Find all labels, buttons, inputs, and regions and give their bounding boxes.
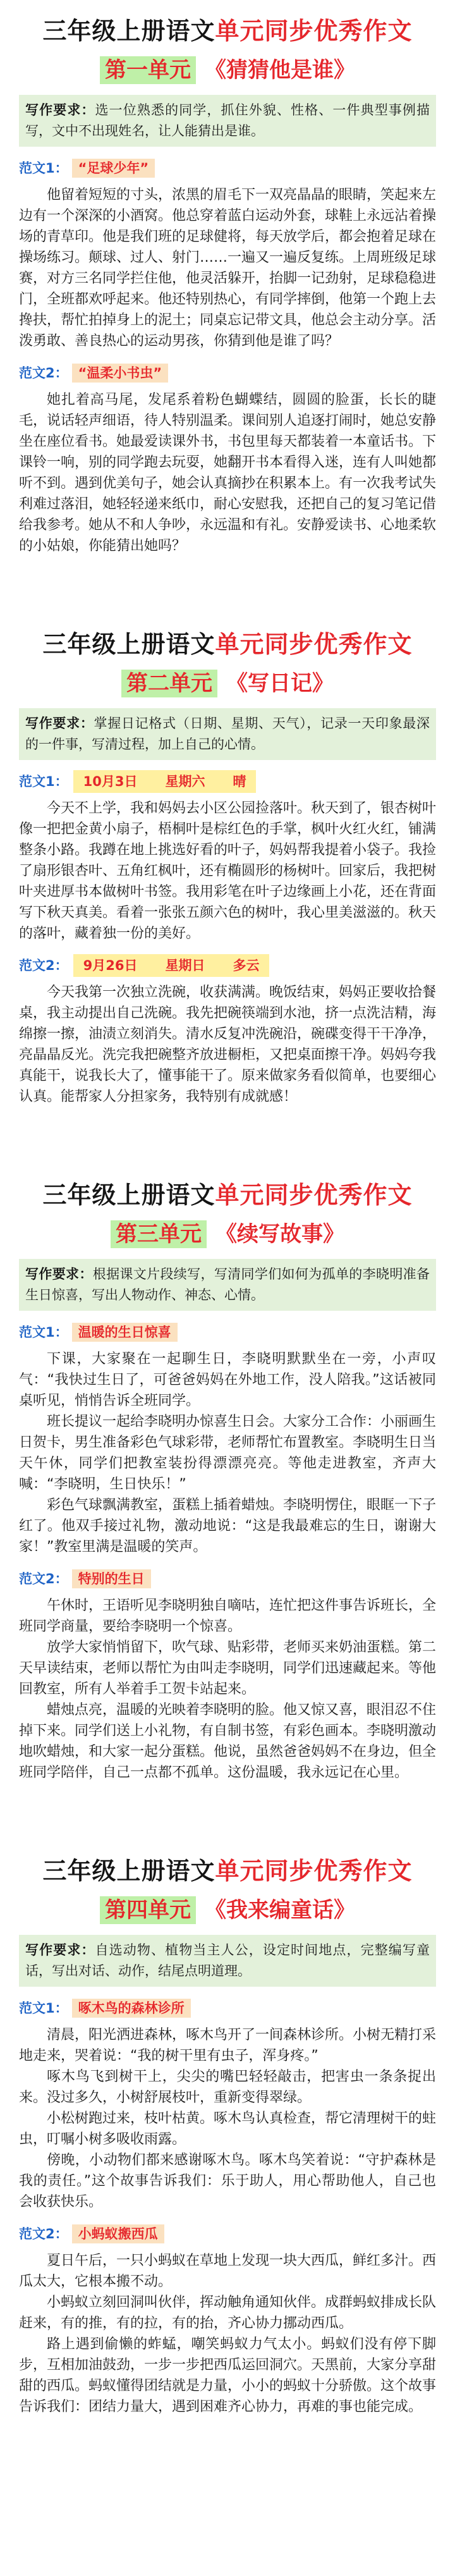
sample-essay-body [19, 798, 436, 944]
sample-essay-title: 特别的生日 [72, 1569, 151, 1588]
diary-weekday: 星期六 [165, 774, 205, 789]
title-grade-part: 三年级上册语文 [42, 17, 215, 45]
title-highlight-part: 单元同步优秀作文 [215, 1857, 413, 1885]
essay-paragraph: 放学大家悄悄留下，吹气球、贴彩带，老师买来奶油蛋糕。第二天早读结束，老师以帮忙为由叫走李晓明，同学们迅速藏起来。等他回教室，所有人举着手工贺卡站起来。 [19, 1640, 437, 1697]
unit-heading [19, 666, 436, 701]
title-highlight-part: 单元同步优秀作文 [215, 630, 413, 658]
essay-paragraph: 啄木鸟飞到树干上，尖尖的嘴巴轻轻敲击，把害虫一条条捉出来。没过多久，小树舒展枝叶，重新变得翠绿。 [19, 2069, 436, 2106]
unit-section-3 [0, 1164, 455, 1783]
writing-requirement [19, 95, 436, 147]
sample-essay-body [19, 1349, 436, 1557]
sample-essay-body [19, 389, 436, 556]
requirement-label: 写作要求： [25, 102, 95, 118]
unit-topic: 《写日记》 [226, 671, 334, 696]
sample-essay-heading [19, 1320, 436, 1345]
document-title [19, 627, 436, 661]
title-grade-part: 三年级上册语文 [42, 1857, 215, 1885]
title-highlight-part: 单元同步优秀作文 [215, 1181, 413, 1209]
sample-essay-title: “温柔小书虫” [72, 364, 169, 383]
sample-essay-label: 范文1： [19, 774, 68, 789]
sample-essay-body [19, 185, 436, 352]
writing-requirement [19, 1259, 436, 1311]
essay-paragraph: 今天不上学，我和妈妈去小区公园捡落叶。秋天到了，银杏树叶像一把把金黄小扇子，梧桐叶是棕红色的手掌，枫叶火红火红，铺满整条小路。我蹲在地上挑选好看的叶子，妈妈帮我提着小袋子。我捡了扇形银杏叶、五角红枫叶，还有椭圆形的杨树叶。回家后，我把树叶夹进厚书本做树叶书签。我用彩笔在叶子边缘画上小花，还在背面写下秋天真美。看着一张张五颜六色的树叶，我心里美滋滋的。秋天的落叶，藏着独一份的美好。 [19, 800, 437, 941]
sample-essay-body [19, 982, 436, 1107]
sample-essay-label: 范文1： [19, 2001, 68, 2016]
unit-heading [19, 53, 436, 87]
requirement-text: 根据课文片段续写，写清同学们如何为孤单的李晓明准备生日惊喜，写出人物动作、神态、心情。 [25, 1267, 430, 1303]
sample-essay-body [19, 2250, 436, 2417]
requirement-label: 写作要求： [25, 716, 94, 731]
sample-essay-title: 啄木鸟的森林诊所 [72, 1999, 191, 2018]
sample-essay-label: 范文2： [19, 1571, 68, 1586]
essay-paragraph: 午休时，王语听见李晓明独自嘀咕，连忙把这件事告诉班长，全班同学商量，要给李晓明一个惊喜。 [19, 1598, 437, 1635]
requirement-label: 写作要求： [25, 1267, 93, 1282]
essay-paragraph: 小松树跑过来，枝叶枯黄。啄木鸟认真检查，帮它清理树干的蛀虫，叮嘱小树多吸收雨露。 [19, 2111, 437, 2147]
sample-essay-heading [19, 1566, 436, 1592]
diary-date-line [73, 954, 270, 977]
document-title [19, 1178, 436, 1212]
essay-paragraph: 他留着短短的寸头，浓黑的眉毛下一双亮晶晶的眼睛，笑起来左边有一个深深的小酒窝。他总穿着蓝白运动外套，球鞋上永远沾着操场的青草印。他是我们班的足球健将，每天放学后，都会抱着足球在操场练习。颠球、过人、射门……一遍又一遍反复练。上周班级足球赛，对方三名同学拦住他，他灵活躲开，抬脚一记劲射，足球稳稳进门，全班都欢呼起来。他还特别热心，有同学摔倒，他第一个跑上去搀扶，帮忙拍掉身上的泥土；同桌忘记带文具，他总会主动分享。活泼勇敢、善良热心的运动男孩，你猜到他是谁了吗？ [19, 187, 437, 349]
essay-paragraph: 下课，大家聚在一起聊生日，李晓明默默坐在一旁，小声叹气：“我快过生日了，可爸爸妈妈在外地工作，没人陪我。”这话被同桌听见，悄悄告诉全班同学。 [19, 1351, 436, 1409]
diary-weekday: 星期日 [165, 958, 205, 973]
title-grade-part: 三年级上册语文 [42, 1181, 215, 1209]
requirement-text: 选一位熟悉的同学，抓住外貌、性格、一件典型事例描写，文中不出现姓名，让人能猜出是谁。 [25, 102, 430, 138]
essay-paragraph: 彩色气球飘满教室，蛋糕上插着蜡烛。李晓明愣住，眼眶一下子红了。他双手接过礼物，激动地说：“这是我最难忘的生日，谢谢大家！”教室里满是温暖的笑声。 [19, 1497, 437, 1555]
title-grade-part: 三年级上册语文 [42, 630, 215, 658]
unit-section-2 [0, 613, 455, 1107]
diary-weather: 晴 [233, 774, 246, 789]
unit-heading [19, 1217, 436, 1251]
requirement-text: 掌握日记格式（日期、星期、天气），记录一天印象最深的一件事，写清过程，加上自己的心情。 [25, 716, 430, 752]
sample-essay-title: “足球少年” [72, 159, 155, 178]
sample-essay-label: 范文2： [19, 2226, 68, 2242]
sample-essay-heading [19, 769, 436, 794]
document-title [19, 14, 436, 48]
sample-essay-heading [19, 156, 436, 181]
unit-section-4 [0, 1840, 455, 2417]
unit-section-1 [0, 0, 455, 556]
sample-essay-body [19, 2025, 436, 2212]
unit-heading [19, 1893, 436, 1927]
sample-essay-heading [19, 1996, 436, 2021]
essay-paragraph: 今天我第一次独立洗碗，收获满满。晚饭结束，妈妈正要收拾餐桌，我主动提出自己洗碗。我先把碗筷端到水池，挤一点洗洁精，海绵擦一擦，油渍立刻消失。清水反复冲洗碗沿，碗碟变得干干净净，亮晶晶反光。洗完我把碗整齐放进橱柜，又把桌面擦干净。妈妈夸我真能干，说我长大了，懂事能干了。原来做家务看似简单，也要细心认真。能帮家人分担家务，我特别有成就感！ [19, 984, 437, 1105]
requirement-label: 写作要求： [25, 1942, 95, 1958]
diary-weather: 多云 [233, 958, 260, 973]
essay-paragraph: 傍晚，小动物们都来感谢啄木鸟。啄木鸟笑着说：“守护森林是我的责任。”这个故事告诉我们：乐于助人，用心帮助他人，自己也会收获快乐。 [19, 2152, 436, 2210]
unit-number: 第四单元 [100, 1896, 196, 1924]
essay-paragraph: 路上遇到偷懒的蚱蜢，嘲笑蚂蚁力气太小。蚂蚁们没有停下脚步，互相加油鼓劲，一步一步把西瓜运回洞穴。天黑前，大家分享甜甜的西瓜。蚂蚁懂得团结就是力量，小小的蚂蚁十分骄傲。这个故事告诉我们：团结力量大，遇到困难齐心协力，再难的事也能完成。 [19, 2336, 437, 2415]
essay-paragraph: 班长提议一起给李晓明办惊喜生日会。大家分工合作：小丽画生日贺卡，男生准备彩色气球彩带，老师帮忙布置教室。李晓明生日当天午休，同学们把教室装扮得漂漂亮亮。等他走进教室，齐声大喊：“李晓明，生日快乐！” [19, 1414, 437, 1492]
essay-paragraph: 小蚂蚁立刻回洞叫伙伴，挥动触角通知伙伴。成群蚂蚁排成长队赶来，有的推，有的拉，有的抬，齐心协力挪动西瓜。 [19, 2295, 437, 2331]
title-highlight-part: 单元同步优秀作文 [215, 17, 413, 45]
unit-number: 第三单元 [111, 1220, 207, 1248]
unit-number: 第一单元 [100, 56, 196, 84]
diary-date-line [73, 770, 257, 793]
writing-requirement [19, 708, 436, 760]
unit-topic: 《续写故事》 [215, 1222, 344, 1247]
writing-requirement [19, 1935, 436, 1987]
essay-paragraph: 夏日午后，一只小蚂蚁在草地上发现一块大西瓜，鲜红多汁。西瓜太大，它根本搬不动。 [19, 2253, 437, 2290]
sample-essay-heading [19, 953, 436, 978]
unit-number: 第二单元 [121, 670, 217, 697]
document-title [19, 1854, 436, 1888]
unit-topic: 《猜猜他是谁》 [205, 58, 355, 83]
essay-paragraph: 蜡烛点亮，温暖的光映着李晓明的脸。他又惊又喜，眼泪忍不住掉下来。同学们送上小礼物，有自制书签，有彩色画本。李晓明激动地吹蜡烛，和大家一起分蛋糕。他说，虽然爸爸妈妈不在身边，但全班同学陪伴，自己一点都不孤单。这份温暖，我永远记在心里。 [19, 1702, 437, 1781]
sample-essay-label: 范文1： [19, 1325, 68, 1340]
sample-essay-label: 范文2： [19, 365, 68, 381]
sample-essay-label: 范文2： [19, 958, 68, 973]
sample-essay-body [19, 1595, 436, 1783]
requirement-text: 自选动物、植物当主人公，设定时间地点，完整编写童话，写出对话、动作，结尾点明道理。 [25, 1942, 430, 1978]
sample-essay-heading [19, 360, 436, 386]
sample-essay-heading [19, 2221, 436, 2247]
diary-date: 10月3日 [83, 774, 138, 789]
sample-essay-label: 范文1： [19, 161, 68, 176]
essay-paragraph: 她扎着高马尾，发尾系着粉色蝴蝶结，圆圆的脸蛋，长长的睫毛，说话轻声细语，待人特别温柔。课间别人追逐打闹时，她总安静坐在座位看书。她最爱读课外书，书包里每天都装着一本童话书。下课铃一响，别的同学跑去玩耍，她翻开书本看得入迷，连有人叫她都听不到。遇到优美句子，她会认真摘抄在积累本上。有一次我考试失利难过落泪，她轻轻递来纸巾，耐心安慰我，还把自己的复习笔记借给我参考。她从不和人争吵，永远温和有礼。安静爱读书、心地柔软的小姑娘，你能猜出她吗？ [19, 392, 437, 554]
unit-topic: 《我来编童话》 [205, 1898, 355, 1923]
diary-date: 9月26日 [83, 958, 138, 973]
sample-essay-title: 温暖的生日惊喜 [72, 1323, 178, 1342]
sample-essay-title: 小蚂蚁搬西瓜 [72, 2224, 164, 2243]
essay-paragraph: 清晨，阳光洒进森林，啄木鸟开了一间森林诊所。小树无精打采地走来，哭着说：“我的树干里有虫子，浑身疼。” [19, 2027, 437, 2064]
